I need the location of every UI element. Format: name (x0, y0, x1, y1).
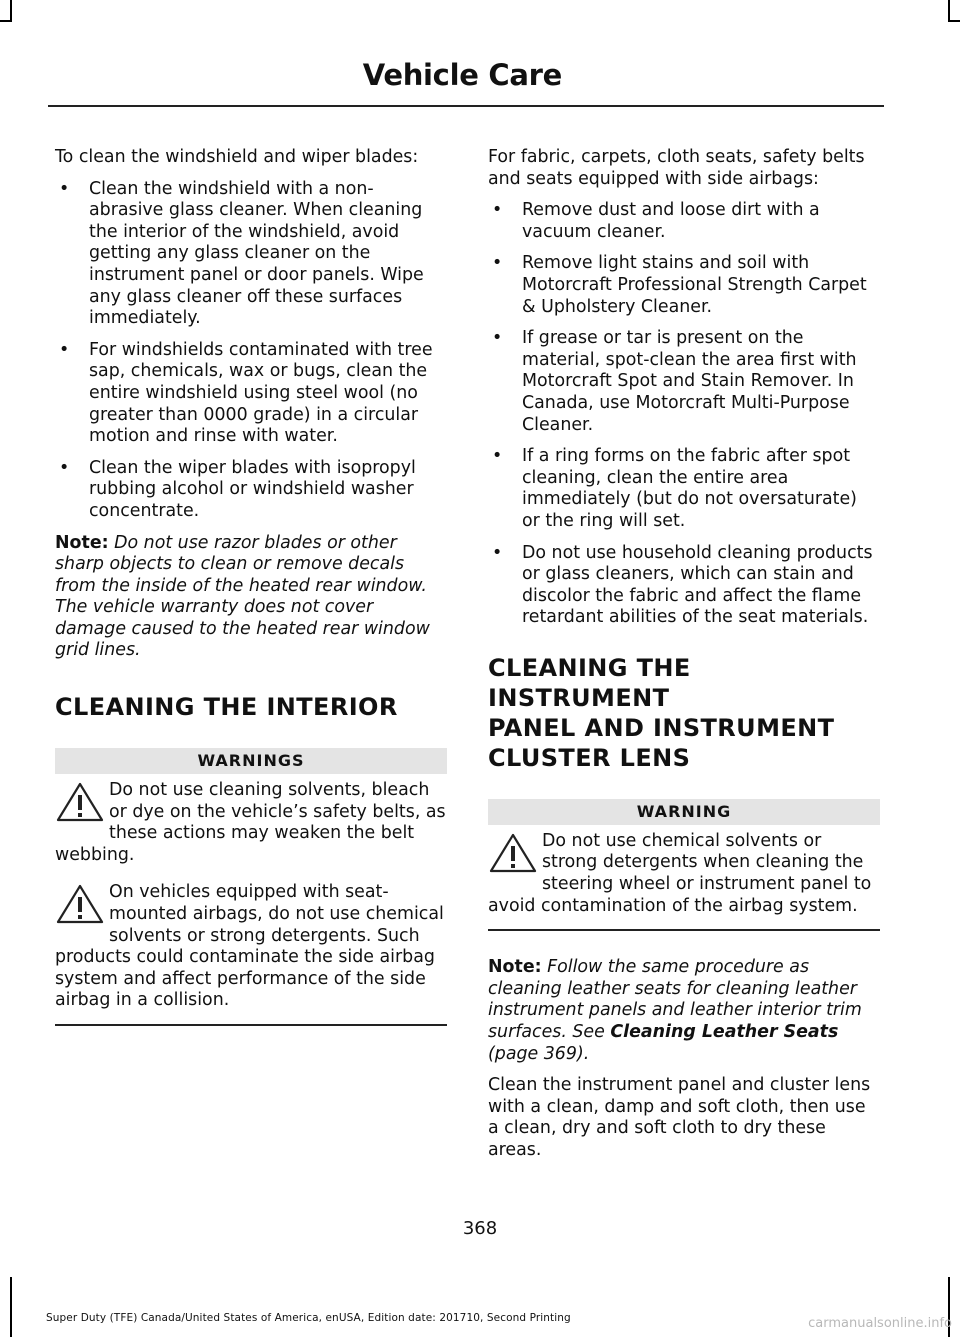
bullet-icon: • (59, 178, 70, 199)
list-item (488, 253, 880, 318)
list-item-text: For windshields contaminated with tree sap, chemicals, wax or bugs, clean the entire windshield using steel wool (no greater than 0000 grade) in a circular motion and rinse with water. (89, 339, 433, 447)
warning-end-rule (488, 929, 880, 931)
list-item-text: If grease or tar is present on the material, spot-clean the area first with Motorcraft Spot and Stain Remover. In Canada, use Motorcraft Multi-Purpose Cleaner. (522, 328, 857, 435)
footer-text: Super Duty (TFE) Canada/United States of America, enUSA, Edition date: 201710, Second Printing (46, 1312, 571, 1324)
list-item (488, 200, 880, 243)
list-item-text: If a ring forms on the fabric after spot cleaning, clean the entire area immediately (but do not oversaturate) or the ring will set. (522, 446, 857, 531)
bullet-icon: • (492, 253, 503, 274)
warning-item (488, 831, 880, 917)
section-title: CLEANING THE INTERIOR (55, 693, 398, 722)
warnings-box (55, 748, 447, 1026)
note-text: Do not use razor blades or other sharp objects to clean or remove decals from the inside of the heated rear window. The vehicle warranty does not cover damage caused to the heated rear window grid lines. (55, 532, 430, 661)
intro-paragraph: To clean the windshield and wiper blades: (55, 147, 419, 167)
bullet-icon: • (492, 200, 503, 221)
list-item (488, 446, 880, 532)
note-label: Note: (488, 957, 542, 978)
note-paragraph (488, 957, 880, 1065)
warnings-heading: WARNINGS (55, 748, 447, 774)
bullet-icon: • (492, 542, 503, 563)
note-text: Follow the same procedure as cleaning leather seats for cleaning leather instrument panels and leather interior trim surfaces. See (488, 957, 862, 1043)
closing-paragraph: Clean the instrument panel and cluster lens with a clean, damp and soft cloth, then use a clean, dry and soft cloth to dry these areas. (488, 1075, 871, 1160)
crop-mark (948, 20, 960, 22)
list-item-text: Remove dust and loose dirt with a vacuum cleaner. (522, 200, 820, 242)
crop-mark (948, 0, 950, 22)
section-title-line: CLEANING THE INSTRUMENT (488, 653, 691, 712)
warning-heading: WARNING (488, 799, 880, 825)
left-column (55, 147, 447, 1026)
list-item (55, 458, 447, 523)
warning-item (55, 882, 447, 1012)
section-title (488, 653, 880, 773)
warning-triangle-icon (488, 831, 538, 875)
crop-mark (10, 0, 12, 22)
right-column (488, 147, 880, 1172)
list-item (55, 340, 447, 448)
header-rule (48, 105, 884, 107)
warning-text: Do not use chemical solvents or strong detergents when cleaning the steering wheel or instrument panel to avoid contamination of the airbag system. (488, 830, 872, 916)
warning-item (55, 780, 447, 866)
warning-text: Do not use cleaning solvents, bleach or dye on the vehicle’s safety belts, as these actions may weaken the belt webbing. (55, 780, 446, 865)
warning-text: On vehicles equipped with seat-mounted airbags, do not use chemical solvents or strong detergents. Such products could contaminate the side airbag system and affect performance of the side airbag in a collision. (55, 882, 444, 1011)
list-item (488, 328, 880, 436)
note-label: Note: (55, 532, 109, 553)
bullet-icon: • (492, 446, 503, 467)
list-item-text: Clean the wiper blades with isopropyl rubbing alcohol or windshield washer concentrate. (89, 457, 416, 521)
note-paragraph (55, 533, 447, 663)
cross-reference-link[interactable]: Cleaning Leather Seats (610, 1022, 839, 1043)
section-title-line: CLUSTER LENS (488, 743, 691, 772)
list-item-text: Remove light stains and soil with Motorcraft Professional Strength Carpet & Upholstery Cleaner. (522, 253, 867, 317)
cross-reference-page: (page 369). (488, 1043, 590, 1064)
bullet-icon: • (492, 328, 503, 349)
page-number: 368 (462, 1218, 498, 1239)
list-item-text: Clean the windshield with a non-abrasive glass cleaner. When cleaning the interior of the windshield, avoid getting any glass cleaner on the instrument panel or door panels. Wipe any glass cleaner off these surfaces immediately. (89, 178, 424, 329)
watermark: carmanualsonline.info (808, 1316, 952, 1331)
warnings-end-rule (55, 1024, 447, 1026)
page-header-title: Vehicle Care (362, 58, 562, 92)
bullet-icon: • (59, 339, 70, 360)
warning-triangle-icon (55, 882, 105, 926)
bullet-list (55, 179, 447, 523)
intro-paragraph: For fabric, carpets, cloth seats, safety belts and seats equipped with side airbags: (488, 147, 865, 189)
bullet-icon: • (59, 457, 70, 478)
crop-mark (10, 1277, 12, 1337)
list-item-text: Do not use household cleaning products or glass cleaners, which can stain and discolor the fabric and affect the flame retardant abilities of the seat materials. (522, 542, 873, 628)
warning-triangle-icon (55, 780, 105, 824)
list-item (488, 543, 880, 629)
warning-box (488, 799, 880, 931)
crop-mark (0, 20, 12, 22)
list-item (55, 179, 447, 330)
section-title-line: PANEL AND INSTRUMENT (488, 713, 835, 742)
bullet-list (488, 200, 880, 629)
